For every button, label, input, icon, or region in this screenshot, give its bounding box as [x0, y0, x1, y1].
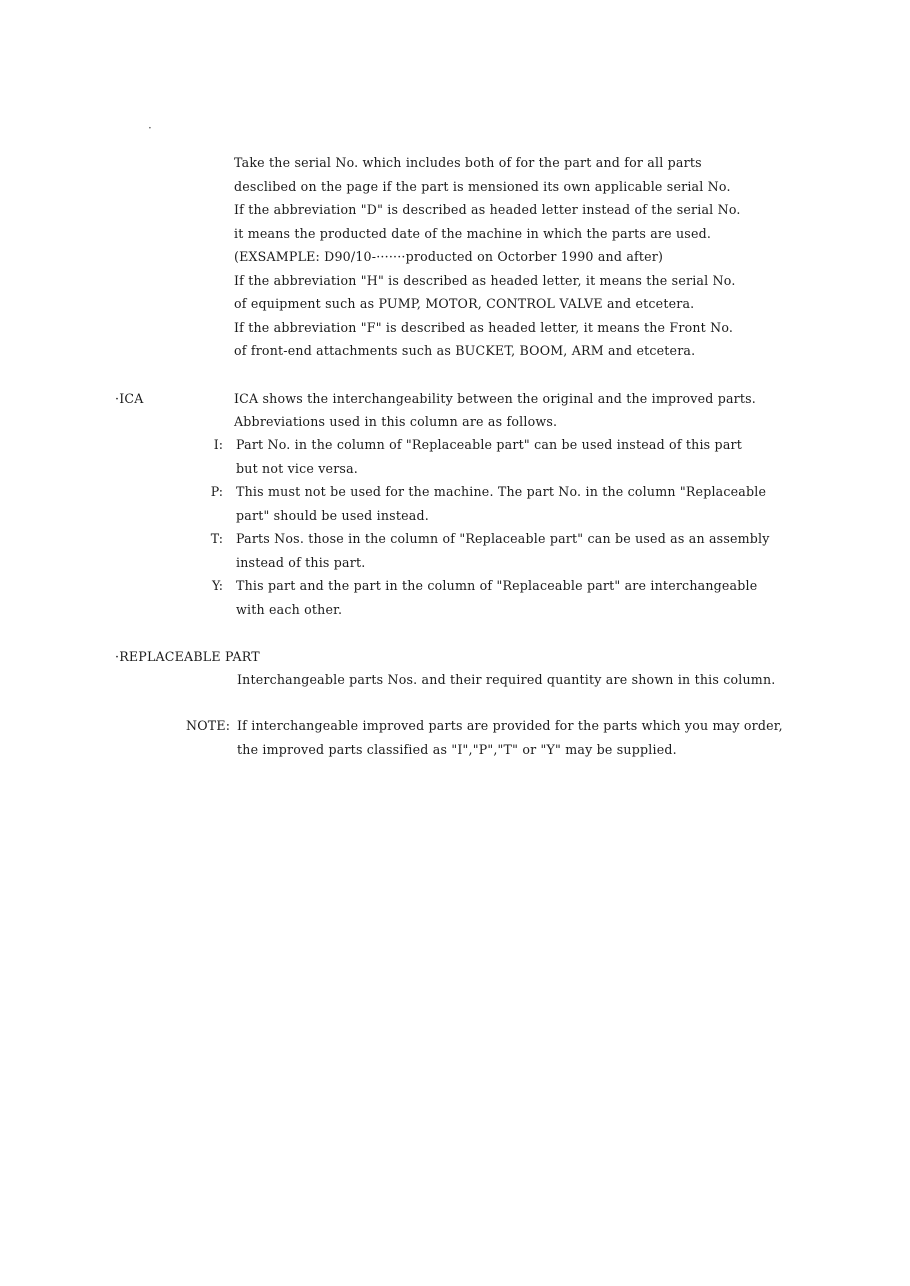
ica-item-line: instead of this part.	[236, 555, 366, 570]
serial-line: If the abbreviation "H" is described as headed letter, it means the serial No.	[234, 273, 736, 288]
serial-line: desclibed on the page if the part is mensioned its own applicable serial No.	[234, 179, 731, 194]
note-label: NOTE:	[186, 718, 231, 733]
ica-item-line: This must not be used for the machine. The part No. in the column "Replaceable	[236, 484, 767, 499]
serial-line: If the abbreviation "D" is described as headed letter instead of the serial No.	[234, 202, 741, 217]
note-line: If interchangeable improved parts are provided for the parts which you may order,	[237, 718, 783, 733]
ica-item-line: This part and the part in the column of "Replaceable part" are interchangeable	[236, 578, 758, 593]
serial-line: it means the producted date of the machine in which the parts are used.	[234, 226, 712, 241]
ica-intro-line: ICA shows the interchangeability between the original and the improved parts.	[234, 391, 757, 406]
ica-code-t: T:	[210, 531, 223, 546]
ica-heading: ·ICA	[115, 391, 144, 406]
ica-code-p: P:	[210, 484, 223, 499]
serial-line: If the abbreviation "F" is described as headed letter, it means the Front No.	[234, 320, 734, 335]
stray-mark: ·	[148, 121, 152, 135]
ica-item-line: part" should be used instead.	[236, 508, 429, 523]
serial-line: of equipment such as PUMP, MOTOR, CONTROL VALVE and etcetera.	[234, 296, 695, 311]
note-line: the improved parts classified as "I","P","T" or "Y" may be supplied.	[237, 742, 677, 757]
serial-line: of front-end attachments such as BUCKET, BOOM, ARM and etcetera.	[234, 343, 696, 358]
serial-line: (EXSAMPLE: D90/10-·······producted on Octorber 1990 and after)	[234, 249, 664, 264]
replaceable-heading: ·REPLACEABLE PART	[115, 649, 260, 664]
replaceable-text: Interchangeable parts Nos. and their required quantity are shown in this column.	[237, 672, 776, 687]
ica-intro-line: Abbreviations used in this column are as follows.	[234, 414, 558, 429]
ica-code-i: I:	[213, 437, 223, 452]
ica-item-line: but not vice versa.	[236, 461, 359, 476]
ica-item-line: Parts Nos. those in the column of "Replaceable part" can be used as an assembly	[236, 531, 770, 546]
ica-item-line: with each other.	[236, 602, 343, 617]
serial-line: Take the serial No. which includes both of for the part and for all parts	[234, 155, 702, 170]
ica-code-y: Y:	[211, 578, 223, 593]
ica-item-line: Part No. in the column of "Replaceable part" can be used instead of this part	[236, 437, 743, 452]
